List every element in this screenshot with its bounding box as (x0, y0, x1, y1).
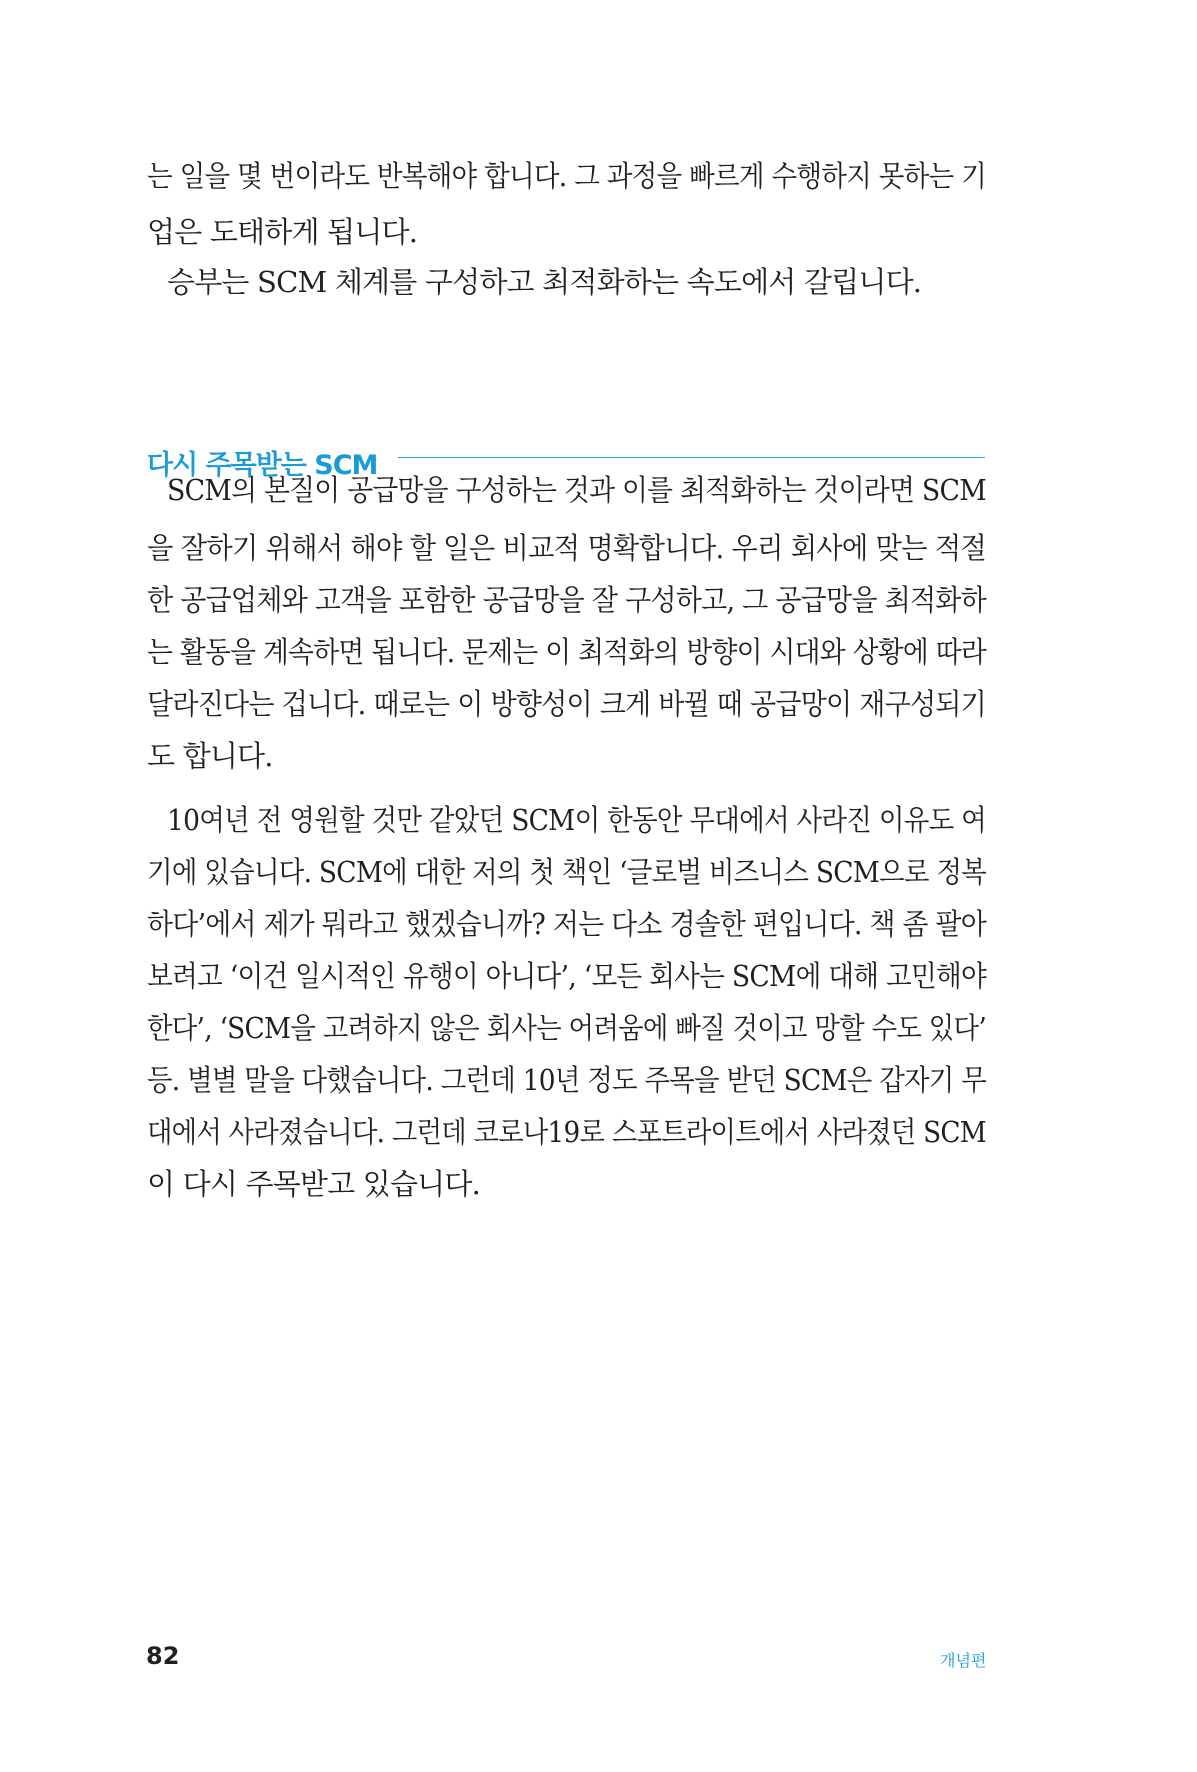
section-heading (147, 442, 377, 482)
text-line-content: 승부는 SCM 체계를 구성하고 최적화하는 속도에서 갈립니다. (167, 265, 922, 299)
text-line-content: 한다’, ‘SCM을 고려하지 않은 회사는 어려움에 빠질 것이고 망할 수도 있다’ (147, 1011, 986, 1045)
text-line-content: 대에서 사라졌습니다. 그런데 코로나19로 스포트라이트에서 사라졌던 SCM (147, 1115, 986, 1149)
text-line-content: SCM의 본질이 공급망을 구성하는 것과 이를 최적화하는 것이라면 SCM (167, 473, 986, 507)
text-line-content: 10여년 전 영원할 것만 같았던 SCM이 한동안 무대에서 사라진 이유도 여 (167, 803, 986, 837)
text-line-content: 업은 도태하게 됩니다. (147, 215, 418, 249)
text-line-content: 달라진다는 겁니다. 때로는 이 방향성이 크게 바뀔 때 공급망이 재구성되기 (147, 687, 986, 721)
text-line-content: 한 공급업체와 고객을 포함한 공급망을 잘 구성하고, 그 공급망을 최적화하 (147, 583, 986, 617)
text-line-content: 이 다시 주목받고 있습니다. (147, 1167, 481, 1201)
text-line-content: 는 활동을 계속하면 됩니다. 문제는 이 최적화의 방향이 시대와 상황에 따라 (147, 635, 986, 669)
page-number: 82 (146, 1642, 180, 1670)
text-line-content: 을 잘하기 위해서 해야 할 일은 비교적 명확합니다. 우리 회사에 맞는 적절 (147, 531, 986, 565)
text-line-content: 는 일을 몇 번이라도 반복해야 합니다. 그 과정을 빠르게 수행하지 못하는 기 (147, 159, 986, 193)
running-footer: 개념편 (940, 1651, 987, 1670)
text-line-content: 보려고 ‘이건 일시적인 유행이 아니다’, ‘모든 회사는 SCM에 대해 고민해야 (147, 959, 986, 993)
heading-rule (398, 457, 985, 458)
text-line-content: 기에 있습니다. SCM에 대한 저의 첫 책인 ‘글로벌 비즈니스 SCM으로 정복 (147, 855, 986, 889)
section-heading-text: 다시 주목받는 SCM (147, 449, 378, 481)
text-line-content: 등. 별별 말을 다했습니다. 그런데 10년 정도 주목을 받던 SCM은 갑자기 무 (147, 1063, 986, 1097)
text-line-content: 도 합니다. (147, 739, 273, 773)
text-line-content: 하다’에서 제가 뭐라고 했겠습니까? 저는 다소 경솔한 편입니다. 책 좀 팔아 (147, 907, 986, 941)
